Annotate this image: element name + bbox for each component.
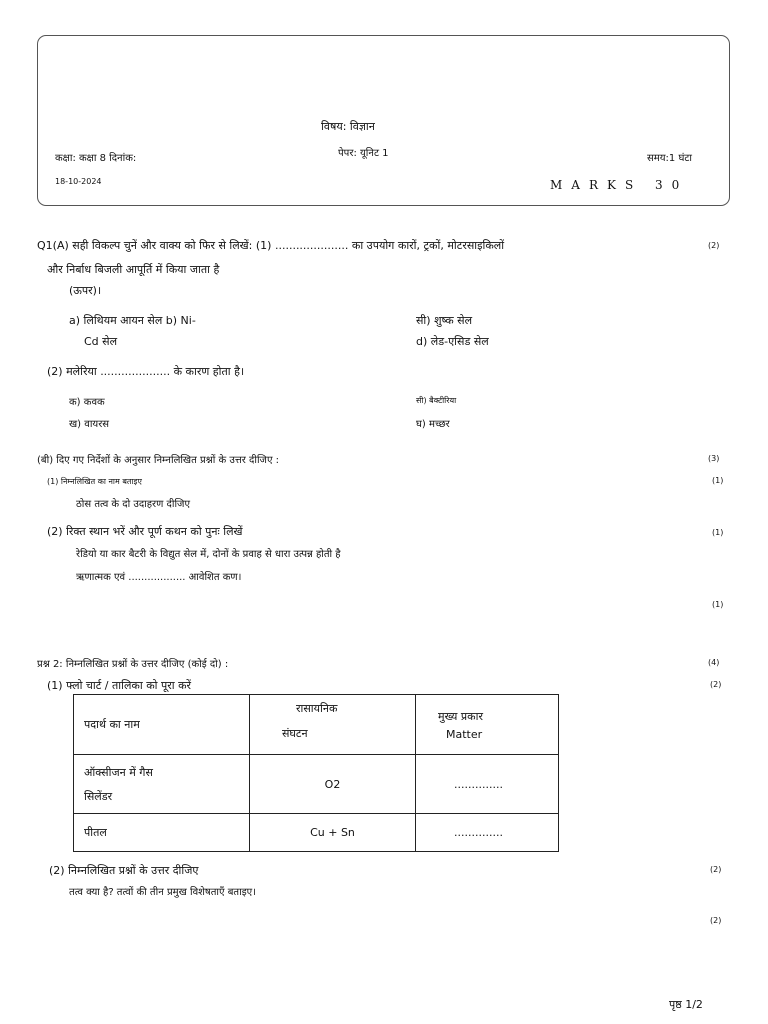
table-cell: ऑक्सीजन में गैस सिलेंडर xyxy=(74,755,250,813)
marks: MARKS 30 xyxy=(550,178,689,192)
q1-sub2: (2) मलेरिया .................... के कारण होता है। xyxy=(47,365,245,378)
q2-marks: (4) xyxy=(708,658,720,667)
q1-line2: और निर्बाध बिजली आपूर्ति में किया जाता है xyxy=(47,263,220,276)
table-cell: .............. xyxy=(416,755,559,813)
subject: विषय: विज्ञान xyxy=(321,120,375,133)
table-row xyxy=(74,813,559,851)
table-header-cell: रासायनिक संघटन xyxy=(250,695,416,755)
table-cell: O2 xyxy=(250,755,416,813)
q1-option-d: d) लेड-एसिड सेल xyxy=(416,335,489,348)
q1b-item2-text1: रेडियो या कार बैटरी के विद्युत सेल में, दोनों के प्रवाह से धारा उत्पन्न होती है xyxy=(76,549,341,560)
q1b-item1: (1) निम्नलिखित का नाम बताइए xyxy=(47,477,142,486)
q1b-item2-marks: (1) xyxy=(712,528,724,537)
date: 18-10-2024 xyxy=(55,177,102,186)
q1b-item1-marks: (1) xyxy=(712,476,724,485)
table-header-cell: पदार्थ का नाम xyxy=(74,695,250,755)
q1-line1: Q1(A) सही विकल्प चुनें और वाक्य को फिर से लिखें: (1) ..................... का उपयोग कारों, ट्रकों, मोटरसाइकिलों xyxy=(37,239,505,252)
q2-item1: (1) फ्लो चार्ट / तालिका को पूरा करें xyxy=(47,679,192,692)
table-header-cell: मुख्य प्रकार Matter xyxy=(416,695,559,755)
q1b-heading: (बी) दिए गए निर्देशों के अनुसार निम्नलिखित प्रश्नों के उत्तर दीजिए : xyxy=(37,455,280,466)
time: समय:1 घंटा xyxy=(647,153,692,164)
q1-sub2-opt2: ख) वायरस xyxy=(69,419,110,430)
q1-line3: (ऊपर)। xyxy=(69,284,102,297)
q1-option-a: a) लिथियम आयन सेल b) Ni- xyxy=(69,314,196,327)
q2-item2-text: तत्व क्या है? तत्वों की तीन प्रमुख विशेषताएँ बताइए। xyxy=(69,887,256,898)
q2-item2-marks: (2) xyxy=(710,865,722,874)
paper: पेपर: यूनिट 1 xyxy=(338,148,389,159)
q1b-item2-text2: ऋणात्मक एवं .................. आवेशित कण। xyxy=(76,572,242,583)
q2-extra-marks: (2) xyxy=(710,916,722,925)
q2-item1-marks: (2) xyxy=(710,680,722,689)
q1b-item1-text: ठोस तत्व के दो उदाहरण दीजिए xyxy=(76,499,190,510)
q1b-marks: (3) xyxy=(708,454,720,463)
table-cell: .............. xyxy=(416,813,559,851)
q1-option-c: सी) शुष्क सेल xyxy=(416,314,473,327)
q2-heading: प्रश्न 2: निम्नलिखित प्रश्नों के उत्तर दीजिए (कोई दो) : xyxy=(37,659,229,670)
table-cell: Cu + Sn xyxy=(250,813,416,851)
q1-option-a2: Cd सेल xyxy=(84,335,118,348)
flow-table xyxy=(73,694,559,852)
class-date: कक्षा: कक्षा 8 दिनांक: xyxy=(55,153,137,164)
table-cell: पीतल xyxy=(74,813,250,851)
q1-sub2-opt4: घ) मच्छर xyxy=(416,419,450,430)
q1b-extra-marks: (1) xyxy=(712,600,724,609)
q1-sub2-opt3: सी) बैक्टीरिया xyxy=(416,396,457,405)
q1-sub2-opt1: क) कवक xyxy=(69,397,105,408)
q1-marks: (2) xyxy=(708,241,720,250)
table-row xyxy=(74,755,559,813)
q2-item2: (2) निम्नलिखित प्रश्नों के उत्तर दीजिए xyxy=(49,864,199,877)
q1b-item2: (2) रिक्त स्थान भरें और पूर्ण कथन को पुनः लिखें xyxy=(47,525,243,538)
page-number: पृष्ठ 1/2 xyxy=(669,998,703,1011)
